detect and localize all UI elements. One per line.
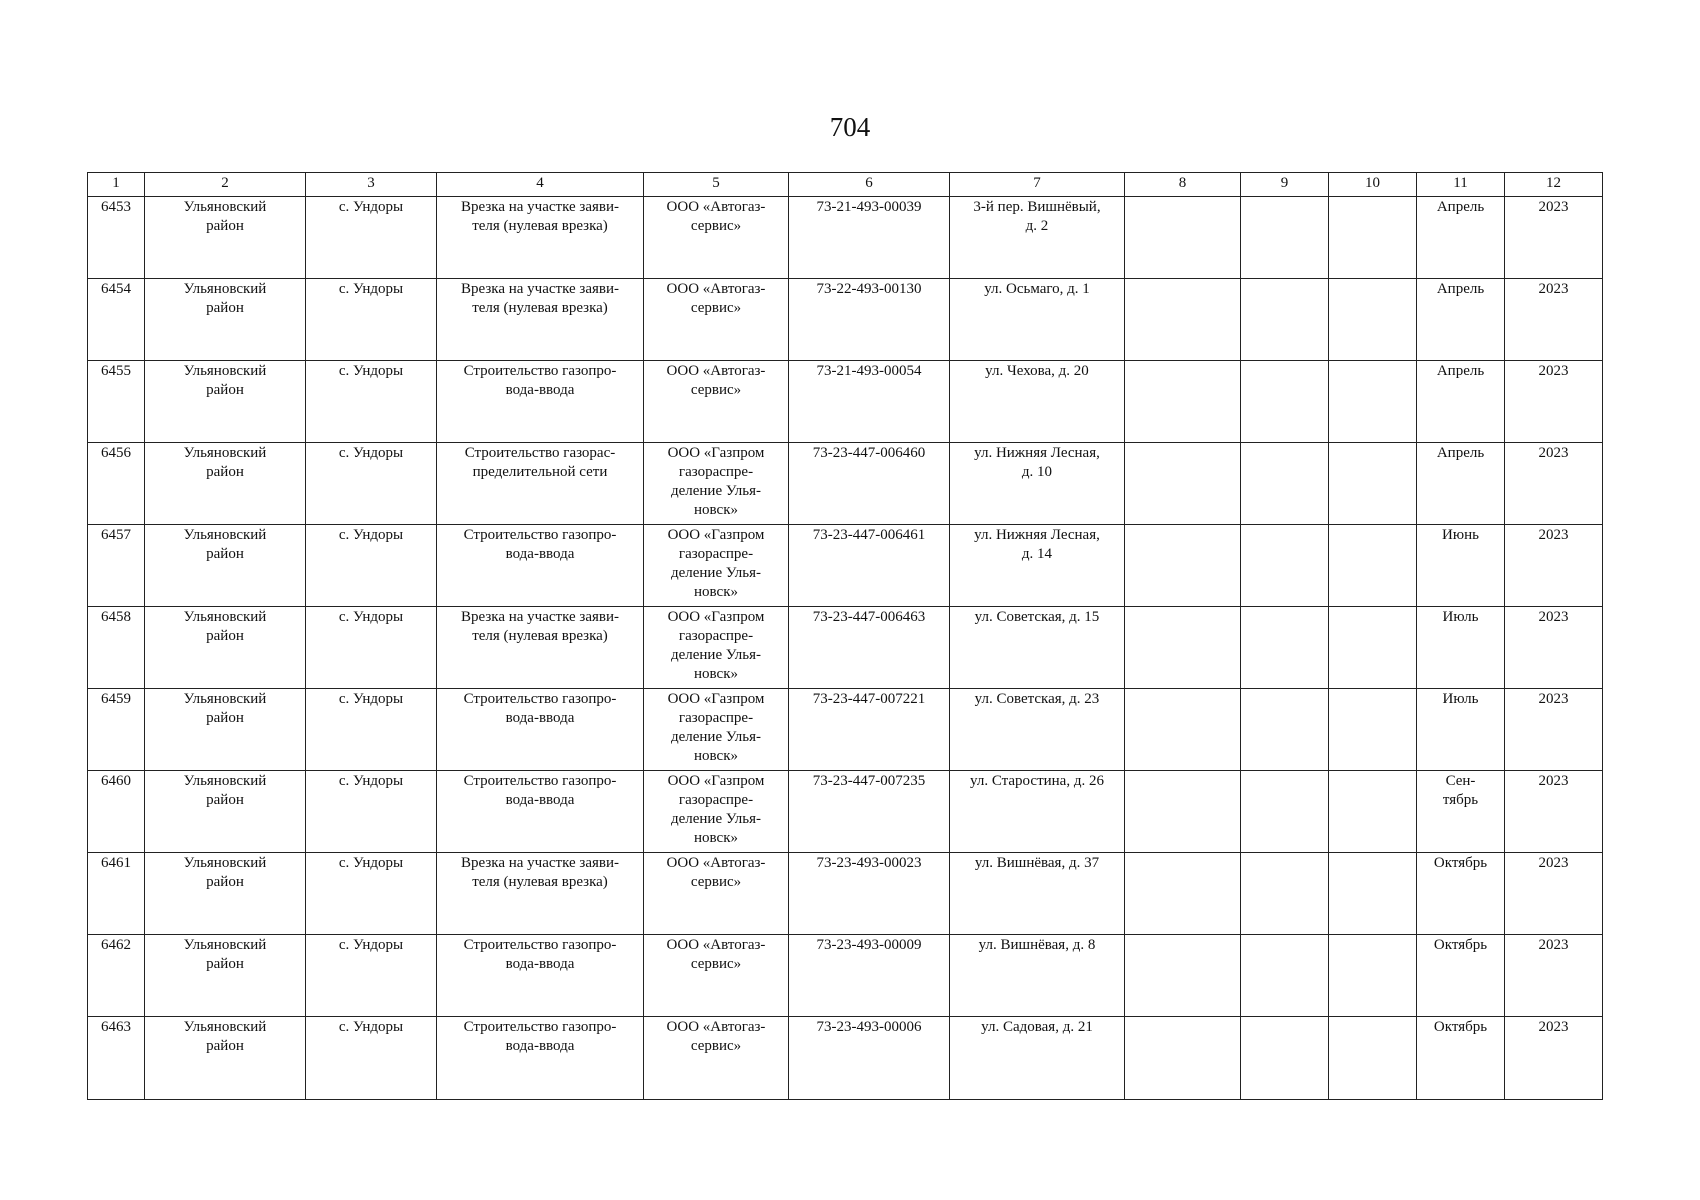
- district-cell: Ульяновский район: [145, 853, 306, 935]
- column-8-cell: [1125, 853, 1241, 935]
- organization-cell: ООО «Газпром газораспре- деление Улья- новск»: [644, 607, 789, 689]
- row-number-cell: 6459: [88, 689, 145, 771]
- table-row: [88, 853, 1603, 935]
- registry-code-cell: 73-21-493-00039: [789, 197, 950, 279]
- page-number: 704: [829, 112, 871, 142]
- table-row: [88, 279, 1603, 361]
- column-9-cell: [1241, 361, 1329, 443]
- year-cell: 2023: [1505, 361, 1603, 443]
- column-9-cell: [1241, 771, 1329, 853]
- address-cell: 3-й пер. Вишнёвый, д. 2: [950, 197, 1125, 279]
- district-cell: Ульяновский район: [145, 1017, 306, 1100]
- table-body: [88, 197, 1603, 1100]
- registry-code-cell: 73-23-493-00009: [789, 935, 950, 1017]
- registry-code-cell: 73-22-493-00130: [789, 279, 950, 361]
- settlement-cell: с. Ундоры: [306, 443, 437, 525]
- column-9-cell: [1241, 607, 1329, 689]
- registry-code-cell: 73-23-493-00023: [789, 853, 950, 935]
- row-number-cell: 6463: [88, 1017, 145, 1100]
- month-cell: Июль: [1417, 689, 1505, 771]
- column-9-cell: [1241, 279, 1329, 361]
- column-header-2: 2: [145, 173, 306, 197]
- column-header-9: 9: [1241, 173, 1329, 197]
- address-cell: ул. Нижняя Лесная, д. 10: [950, 443, 1125, 525]
- settlement-cell: с. Ундоры: [306, 935, 437, 1017]
- row-number-cell: 6461: [88, 853, 145, 935]
- registry-code-cell: 73-23-493-00006: [789, 1017, 950, 1100]
- row-number-cell: 6462: [88, 935, 145, 1017]
- column-8-cell: [1125, 361, 1241, 443]
- column-10-cell: [1329, 361, 1417, 443]
- column-header-7: 7: [950, 173, 1125, 197]
- work-type-cell: Врезка на участке заяви- теля (нулевая врезка): [437, 853, 644, 935]
- month-cell: Апрель: [1417, 279, 1505, 361]
- work-type-cell: Врезка на участке заяви- теля (нулевая врезка): [437, 607, 644, 689]
- settlement-cell: с. Ундоры: [306, 197, 437, 279]
- column-8-cell: [1125, 525, 1241, 607]
- work-type-cell: Строительство газопро- вода-ввода: [437, 771, 644, 853]
- table-row: [88, 1017, 1603, 1100]
- column-9-cell: [1241, 689, 1329, 771]
- work-type-cell: Строительство газопро- вода-ввода: [437, 361, 644, 443]
- address-cell: ул. Советская, д. 23: [950, 689, 1125, 771]
- work-type-cell: Строительство газопро- вода-ввода: [437, 1017, 644, 1100]
- column-10-cell: [1329, 1017, 1417, 1100]
- column-header-3: 3: [306, 173, 437, 197]
- column-8-cell: [1125, 607, 1241, 689]
- column-8-cell: [1125, 443, 1241, 525]
- column-10-cell: [1329, 197, 1417, 279]
- column-header-4: 4: [437, 173, 644, 197]
- column-9-cell: [1241, 525, 1329, 607]
- row-number-cell: 6460: [88, 771, 145, 853]
- column-8-cell: [1125, 771, 1241, 853]
- column-10-cell: [1329, 443, 1417, 525]
- table-row: [88, 525, 1603, 607]
- column-10-cell: [1329, 853, 1417, 935]
- column-8-cell: [1125, 1017, 1241, 1100]
- column-10-cell: [1329, 279, 1417, 361]
- register-table: [87, 172, 1603, 1100]
- year-cell: 2023: [1505, 607, 1603, 689]
- month-cell: Сен- тябрь: [1417, 771, 1505, 853]
- row-number-cell: 6458: [88, 607, 145, 689]
- address-cell: ул. Чехова, д. 20: [950, 361, 1125, 443]
- organization-cell: ООО «Автогаз- сервис»: [644, 361, 789, 443]
- column-8-cell: [1125, 935, 1241, 1017]
- column-8-cell: [1125, 689, 1241, 771]
- column-9-cell: [1241, 443, 1329, 525]
- registry-code-cell: 73-21-493-00054: [789, 361, 950, 443]
- settlement-cell: с. Ундоры: [306, 607, 437, 689]
- column-8-cell: [1125, 197, 1241, 279]
- column-10-cell: [1329, 935, 1417, 1017]
- year-cell: 2023: [1505, 443, 1603, 525]
- column-8-cell: [1125, 279, 1241, 361]
- column-10-cell: [1329, 525, 1417, 607]
- column-header-5: 5: [644, 173, 789, 197]
- month-cell: Апрель: [1417, 443, 1505, 525]
- year-cell: 2023: [1505, 853, 1603, 935]
- registry-code-cell: 73-23-447-007235: [789, 771, 950, 853]
- column-10-cell: [1329, 771, 1417, 853]
- registry-code-cell: 73-23-447-006461: [789, 525, 950, 607]
- row-number-cell: 6457: [88, 525, 145, 607]
- table-row: [88, 607, 1603, 689]
- work-type-cell: Врезка на участке заяви- теля (нулевая врезка): [437, 279, 644, 361]
- year-cell: 2023: [1505, 525, 1603, 607]
- year-cell: 2023: [1505, 197, 1603, 279]
- registry-code-cell: 73-23-447-006463: [789, 607, 950, 689]
- column-header-8: 8: [1125, 173, 1241, 197]
- settlement-cell: с. Ундоры: [306, 279, 437, 361]
- month-cell: Октябрь: [1417, 935, 1505, 1017]
- address-cell: ул. Вишнёвая, д. 8: [950, 935, 1125, 1017]
- address-cell: ул. Старостина, д. 26: [950, 771, 1125, 853]
- work-type-cell: Строительство газопро- вода-ввода: [437, 525, 644, 607]
- header-row: [88, 173, 1603, 197]
- table-row: [88, 935, 1603, 1017]
- organization-cell: ООО «Газпром газораспре- деление Улья- новск»: [644, 525, 789, 607]
- work-type-cell: Строительство газопро- вода-ввода: [437, 935, 644, 1017]
- work-type-cell: Строительство газопро- вода-ввода: [437, 689, 644, 771]
- district-cell: Ульяновский район: [145, 279, 306, 361]
- organization-cell: ООО «Газпром газораспре- деление Улья- новск»: [644, 689, 789, 771]
- column-header-10: 10: [1329, 173, 1417, 197]
- row-number-cell: 6453: [88, 197, 145, 279]
- settlement-cell: с. Ундоры: [306, 853, 437, 935]
- row-number-cell: 6454: [88, 279, 145, 361]
- column-10-cell: [1329, 689, 1417, 771]
- organization-cell: ООО «Автогаз- сервис»: [644, 1017, 789, 1100]
- organization-cell: ООО «Газпром газораспре- деление Улья- новск»: [644, 443, 789, 525]
- address-cell: ул. Вишнёвая, д. 37: [950, 853, 1125, 935]
- address-cell: ул. Садовая, д. 21: [950, 1017, 1125, 1100]
- column-header-12: 12: [1505, 173, 1603, 197]
- address-cell: ул. Осьмаго, д. 1: [950, 279, 1125, 361]
- organization-cell: ООО «Автогаз- сервис»: [644, 853, 789, 935]
- registry-code-cell: 73-23-447-007221: [789, 689, 950, 771]
- month-cell: Апрель: [1417, 197, 1505, 279]
- month-cell: Июнь: [1417, 525, 1505, 607]
- column-9-cell: [1241, 853, 1329, 935]
- registry-code-cell: 73-23-447-006460: [789, 443, 950, 525]
- month-cell: Апрель: [1417, 361, 1505, 443]
- month-cell: Октябрь: [1417, 853, 1505, 935]
- column-10-cell: [1329, 607, 1417, 689]
- month-cell: Июль: [1417, 607, 1505, 689]
- table-row: [88, 771, 1603, 853]
- address-cell: ул. Советская, д. 15: [950, 607, 1125, 689]
- organization-cell: ООО «Автогаз- сервис»: [644, 935, 789, 1017]
- district-cell: Ульяновский район: [145, 197, 306, 279]
- settlement-cell: с. Ундоры: [306, 1017, 437, 1100]
- address-cell: ул. Нижняя Лесная, д. 14: [950, 525, 1125, 607]
- district-cell: Ульяновский район: [145, 607, 306, 689]
- district-cell: Ульяновский район: [145, 935, 306, 1017]
- year-cell: 2023: [1505, 279, 1603, 361]
- organization-cell: ООО «Газпром газораспре- деление Улья- новск»: [644, 771, 789, 853]
- settlement-cell: с. Ундоры: [306, 525, 437, 607]
- column-header-11: 11: [1417, 173, 1505, 197]
- district-cell: Ульяновский район: [145, 771, 306, 853]
- year-cell: 2023: [1505, 771, 1603, 853]
- work-type-cell: Врезка на участке заяви- теля (нулевая врезка): [437, 197, 644, 279]
- column-header-1: 1: [88, 173, 145, 197]
- work-type-cell: Строительство газорас- пределительной сети: [437, 443, 644, 525]
- table-row: [88, 443, 1603, 525]
- organization-cell: ООО «Автогаз- сервис»: [644, 197, 789, 279]
- district-cell: Ульяновский район: [145, 689, 306, 771]
- settlement-cell: с. Ундоры: [306, 689, 437, 771]
- column-header-6: 6: [789, 173, 950, 197]
- year-cell: 2023: [1505, 689, 1603, 771]
- settlement-cell: с. Ундоры: [306, 361, 437, 443]
- district-cell: Ульяновский район: [145, 443, 306, 525]
- district-cell: Ульяновский район: [145, 361, 306, 443]
- row-number-cell: 6456: [88, 443, 145, 525]
- district-cell: Ульяновский район: [145, 525, 306, 607]
- column-9-cell: [1241, 197, 1329, 279]
- year-cell: 2023: [1505, 1017, 1603, 1100]
- month-cell: Октябрь: [1417, 1017, 1505, 1100]
- table-row: [88, 361, 1603, 443]
- row-number-cell: 6455: [88, 361, 145, 443]
- year-cell: 2023: [1505, 935, 1603, 1017]
- table-row: [88, 689, 1603, 771]
- settlement-cell: с. Ундоры: [306, 771, 437, 853]
- table-row: [88, 197, 1603, 279]
- organization-cell: ООО «Автогаз- сервис»: [644, 279, 789, 361]
- column-9-cell: [1241, 1017, 1329, 1100]
- column-9-cell: [1241, 935, 1329, 1017]
